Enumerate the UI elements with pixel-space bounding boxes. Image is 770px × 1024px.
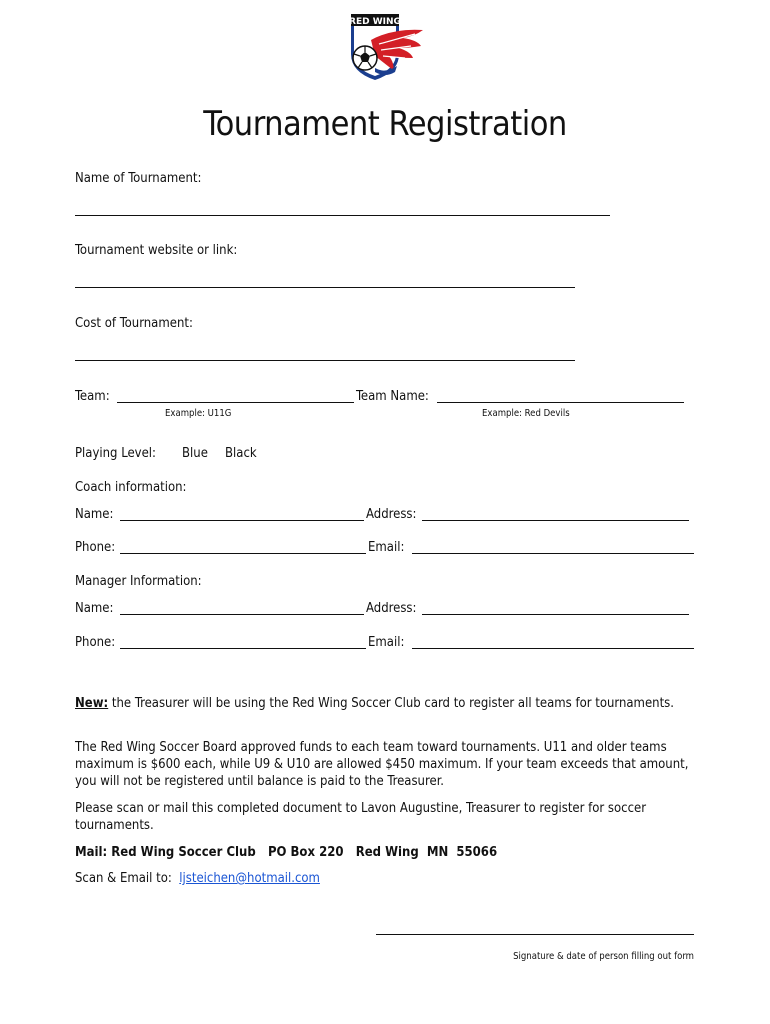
coach-heading: Coach information: <box>75 480 187 495</box>
team-label: Team: <box>75 389 110 404</box>
club-logo <box>345 10 425 82</box>
manager-email-label: Email: <box>368 635 405 650</box>
manager-name-label: Name: <box>75 601 114 616</box>
manager-phone-field[interactable] <box>120 648 366 649</box>
scan-email-label: Scan & Email to: <box>75 871 172 886</box>
manager-heading: Manager Information: <box>75 574 202 589</box>
mail-instructions: Please scan or mail this completed document to Lavon Augustine, Treasurer to register for soccer tournaments. <box>75 801 647 833</box>
signature-field[interactable] <box>376 934 694 935</box>
team-name-field[interactable] <box>437 402 684 403</box>
mail-address: Mail: Red Wing Soccer Club PO Box 220 Red Wing MN 55066 <box>75 845 498 860</box>
scan-email-line <box>75 871 320 886</box>
website-field[interactable] <box>75 287 575 288</box>
manager-email-field[interactable] <box>412 648 694 649</box>
cost-field[interactable] <box>75 360 575 361</box>
new-notice-text: the Treasurer will be using the Red Wing Soccer Club card to register all teams for tournaments. <box>108 696 674 711</box>
manager-address-field[interactable] <box>422 614 689 615</box>
coach-email-field[interactable] <box>412 553 694 554</box>
funds-notice: The Red Wing Soccer Board approved funds to each team toward tournaments. U11 and older teams maximum is $600 each, while U9 & U10 are allowed $450 maximum. If your team exceeds that amount, you will not be registered until balance is paid to the Treasurer. <box>75 740 689 789</box>
website-label: Tournament website or link: <box>75 243 238 258</box>
manager-phone-label: Phone: <box>75 635 116 650</box>
new-notice <box>75 695 695 712</box>
coach-address-field[interactable] <box>422 520 689 521</box>
coach-phone-field[interactable] <box>120 553 366 554</box>
coach-email-label: Email: <box>368 540 405 555</box>
svg-text:RED WING: RED WING <box>349 17 401 27</box>
manager-address-label: Address: <box>366 601 417 616</box>
treasurer-email-link[interactable]: ljsteichen@hotmail.com <box>179 871 320 886</box>
coach-phone-label: Phone: <box>75 540 116 555</box>
new-label: New: <box>75 696 109 711</box>
team-name-label: Team Name: <box>356 389 429 404</box>
coach-name-label: Name: <box>75 507 114 522</box>
level-option-black[interactable]: Black <box>225 446 257 461</box>
coach-name-field[interactable] <box>120 520 364 521</box>
signature-caption: Signature & date of person filling out form <box>513 951 694 962</box>
team-example: Example: U11G <box>165 408 232 419</box>
team-name-example: Example: Red Devils <box>482 408 570 419</box>
tournament-name-label: Name of Tournament: <box>75 171 202 186</box>
cost-label: Cost of Tournament: <box>75 316 193 331</box>
team-field[interactable] <box>117 402 354 403</box>
tournament-name-field[interactable] <box>75 215 610 216</box>
playing-level-label: Playing Level: <box>75 446 156 461</box>
coach-address-label: Address: <box>366 507 417 522</box>
manager-name-field[interactable] <box>120 614 364 615</box>
soccer-ball-wing-shield-icon <box>345 10 425 82</box>
level-option-blue[interactable]: Blue <box>182 446 208 461</box>
page-title: Tournament Registration <box>203 104 567 144</box>
